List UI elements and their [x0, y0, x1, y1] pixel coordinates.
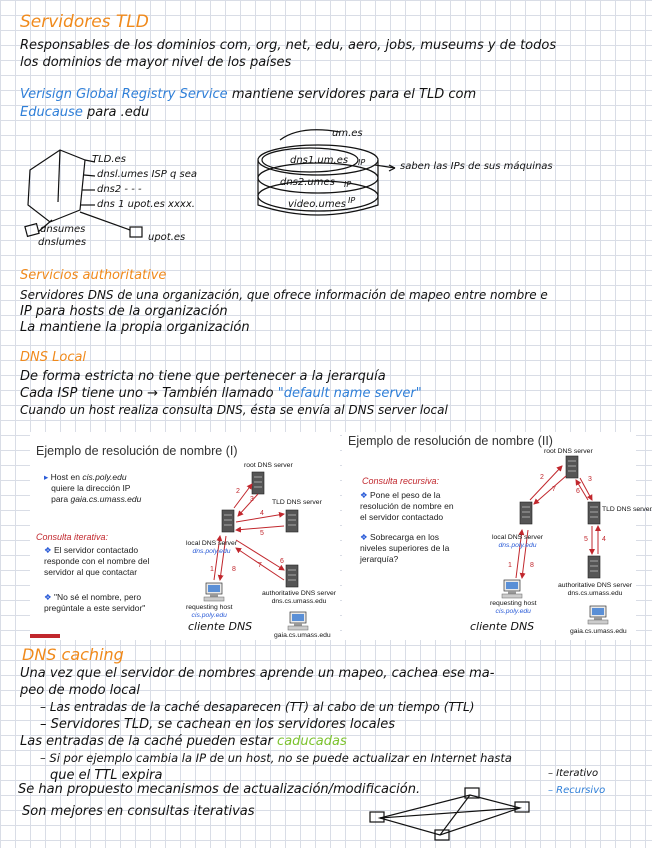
slide1-host-text-c: quiere la dirección IP: [51, 483, 131, 493]
caching-line-9: Son mejores en consultas iterativas: [22, 804, 255, 819]
slide1-local-text: local DNS server: [186, 540, 237, 547]
tld-line-2: los dominios de mayor nivel de los países: [20, 55, 292, 70]
sketch-dnsumes: dnsumes: [40, 224, 86, 235]
slide2-auth-server-icon: [588, 556, 600, 578]
slide1-host-text-a: Host en: [50, 472, 80, 482]
slide2-num-1: 1: [508, 562, 512, 569]
sketch-dnslumes: dnslumes: [38, 237, 87, 248]
slide1-host-text-e: gaia.cs.umass.edu: [70, 494, 142, 504]
slide2-num-6: 6: [576, 488, 580, 495]
local-line-3: Cuando un host realiza consulta DNS, ésta se envía al DNS server local: [20, 403, 448, 417]
legend-iterativo: – Iterativo: [548, 768, 599, 779]
sketch-video-umes: video.umes: [288, 199, 346, 210]
slide2-num-3: 3: [588, 476, 592, 483]
caching-line-3: – Las entradas de la caché desaparecen (TT) al cabo de un tiempo (TTL): [40, 700, 475, 714]
slide1-num-4: 4: [260, 510, 264, 517]
slide2-req-sub: cis.poly.edu: [495, 608, 531, 615]
legend-recursivo: – Recursivo: [548, 785, 606, 796]
caching-line-4: – Servidores TLD, se cachean en los servidores locales: [40, 717, 395, 732]
sketch-dns1: dnsl.umes ISP q sea: [97, 169, 197, 180]
auth-heading: Servicios authoritative: [20, 268, 167, 283]
slide2-num-7: 7: [552, 486, 556, 493]
slide2-client-note: cliente DNS: [470, 620, 535, 633]
slide1-num-6: 6: [280, 558, 284, 565]
caching-line-8: Se han propuesto mecanismos de actualización/modificación.: [18, 782, 421, 797]
slide1-consult-title: Consulta iterativa:: [36, 532, 109, 542]
slide2-num-2: 2: [540, 474, 544, 481]
slide2-num-8: 8: [530, 562, 534, 569]
sketch-upot: upot.es: [148, 232, 186, 243]
slide2-local-sub: dns.poly.edu: [498, 542, 537, 549]
slide1-it-bullet-2: ❖ "No sé el nombre, pero pregúntale a este servidor": [44, 592, 146, 613]
slide2-gaia-pc-icon: [588, 606, 608, 624]
slide2-title: Ejemplo de resolución de nombre (II): [348, 434, 553, 448]
slide2-r1-text: Pone el peso de la resolución de nombre en el servidor contactado: [360, 490, 454, 522]
slide1-num-7: 7: [258, 562, 262, 569]
slide2-tld-server-icon: [588, 502, 600, 524]
slide1-tld-label: TLD DNS server: [272, 499, 322, 506]
local-heading: DNS Local: [20, 350, 87, 365]
slide1-it1-text: El servidor contactado responde con el nombre del servidor al que contactar: [44, 545, 150, 577]
slide1-host-bullet: ▸ Host en cis.poly.edu quiere la dirección IP para gaia.cs.umass.edu: [44, 472, 142, 504]
slide1-req-label: [186, 604, 232, 620]
slide2-local-text: local DNS server: [492, 534, 543, 541]
slide1-root-label: root DNS server: [244, 462, 293, 469]
slide1-req-sub: cis.poly.edu: [191, 612, 227, 619]
slide1-it-bullet-1: ❖ El servidor contactado responde con el nombre del servidor al que contactar: [44, 545, 150, 577]
caching-line-6: – Si por ejemplo cambia la IP de un host, no se puede actualizar en Internet hasta: [40, 751, 512, 765]
slide1-host-text-b: cis.poly.edu: [82, 472, 127, 482]
slide1-local-server-icon: [222, 510, 234, 532]
slide2-req-text: requesting host: [490, 600, 537, 607]
sketch-ip-3: IP: [348, 196, 356, 205]
slide2-r-bullet-1: ❖ Pone el peso de la resolución de nombre en el servidor contactado: [360, 490, 454, 522]
caching-heading: DNS caching: [22, 645, 124, 664]
verisign-rest: mantiene servidores para el TLD com: [231, 87, 477, 102]
sketch-dns1-umes: dns1.um.es: [290, 155, 349, 166]
slide1-auth-text: authoritative DNS server: [262, 590, 337, 597]
local-line-2a: Cada ISP tiene uno → También llamado: [20, 386, 274, 401]
verisign-text: Verisign Global Registry Service: [20, 87, 228, 102]
slide1-num-3: 3: [250, 496, 254, 503]
sketch-ip-2: IP: [344, 180, 352, 189]
slide2-root-label: root DNS server: [544, 448, 593, 455]
slide1-num-8: 8: [232, 566, 236, 573]
caching-line-2: peo de modo local: [20, 683, 140, 698]
slide1-auth-sub: dns.cs.umass.edu: [271, 598, 327, 605]
caching-line-5b: caducadas: [277, 734, 347, 749]
slide1-host-text-d: para: [51, 494, 69, 504]
slide1-it2-text: "No sé el nombre, pero pregúntale a este servidor": [44, 592, 146, 613]
slide2-tld-label: TLD DNS server: [602, 506, 652, 513]
slide2-num-5: 5: [584, 536, 588, 543]
sketch-ip-1: IP: [358, 158, 366, 167]
slide2-root-server-icon: [566, 456, 578, 478]
slide1-num-5: 5: [260, 530, 264, 537]
slide2-requesting-pc-icon: [502, 580, 522, 598]
tld-line-1: Responsables de los dominios com, org, net, edu, aero, jobs, museums y de todos: [20, 38, 557, 53]
sketch-dns2-umes: dns2.umes: [280, 177, 335, 188]
slide2-r2-text: Sobrecarga en los niveles superiores de la jerarquía?: [360, 532, 450, 564]
slide2-auth-label: [558, 582, 632, 598]
sketch-umes: um.es: [332, 128, 363, 139]
slide2-local-label: [492, 534, 543, 550]
educause-text: Educause: [20, 105, 83, 120]
slide1-tld-server-icon: [286, 510, 298, 532]
slide2-gaia-label: gaia.cs.umass.edu: [570, 628, 627, 635]
slide2-r-bullet-2: ❖ Sobrecarga en los niveles superiores de la jerarquía?: [360, 532, 450, 564]
slide2-req-label: [490, 600, 536, 616]
sketch-dns1b: dns 1 upot.es xxxx.: [97, 199, 195, 210]
sketch-dns2: dns2 - - -: [97, 184, 142, 195]
slide2-auth-text: authoritative DNS server: [558, 582, 633, 589]
tld-heading: Servidores TLD: [20, 12, 149, 32]
auth-line-2: IP para hosts de la organización: [20, 304, 228, 319]
slide1-gaia-label: gaia.cs.umass.edu: [274, 632, 331, 639]
slide1-auth-server-icon: [286, 565, 298, 587]
slide1-req-text: requesting host: [186, 604, 233, 611]
slide2-num-4: 4: [602, 536, 606, 543]
slide1-root-server-icon: [252, 472, 264, 494]
local-line-2b: "default name server": [277, 386, 422, 401]
slide1-local-sub: dns.poly.edu: [192, 548, 231, 555]
sketch-saben: saben las IPs de sus máquinas: [400, 161, 553, 172]
slide1-title: Ejemplo de resolución de nombre (I): [36, 444, 238, 458]
slide2-consult-title: Consulta recursiva:: [362, 476, 440, 486]
caching-line-7: que el TTL expira: [50, 768, 163, 783]
educause-rest: para .edu: [86, 105, 150, 120]
local-line-1: De forma estricta no tiene que pertenecer a la jerarquía: [20, 369, 386, 384]
slide2-auth-sub: dns.cs.umass.edu: [567, 590, 623, 597]
slide2-local-server-icon: [520, 502, 532, 524]
caching-line-5a: Las entradas de la caché pueden estar: [20, 734, 273, 749]
slide1-client-note: cliente DNS: [188, 620, 253, 633]
sketch-tld-es: TLD.es: [92, 154, 126, 165]
slide1-num-2: 2: [236, 488, 240, 495]
auth-line-3: La mantiene la propia organización: [20, 320, 250, 335]
slide1-gaia-pc-icon: [288, 612, 308, 630]
slide1-requesting-pc-icon: [204, 583, 224, 601]
slide1-num-1: 1: [210, 566, 214, 573]
slide1-local-label: [186, 540, 237, 556]
slide1-auth-label: [262, 590, 336, 606]
auth-line-1: Servidores DNS de una organización, que ofrece información de mapeo entre nombre e: [20, 288, 548, 302]
caching-line-1: Una vez que el servidor de nombres aprende un mapeo, cachea ese ma-: [20, 666, 495, 681]
